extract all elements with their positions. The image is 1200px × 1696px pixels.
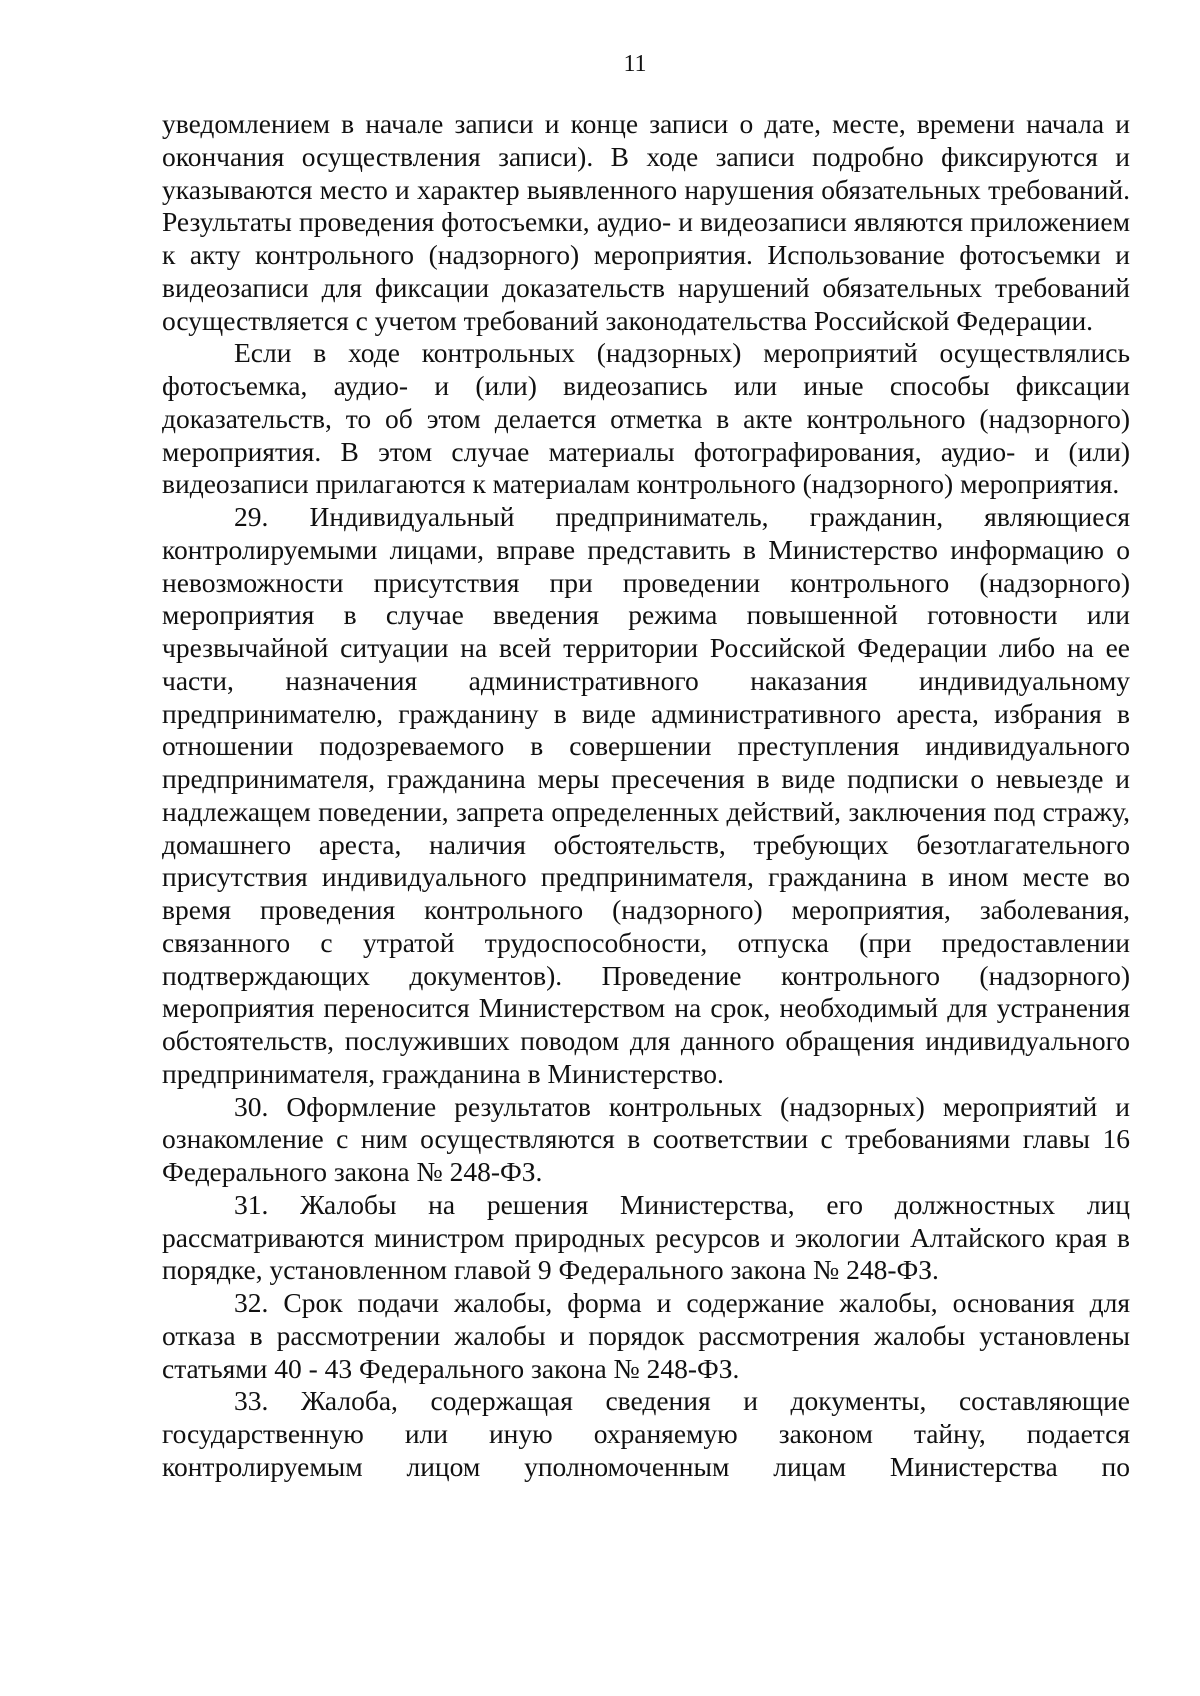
paragraph-item-30: 30. Оформление результатов контрольных (надзорных) мероприятий и ознакомление с ним осуществляются в соответствии с требованиями главы 16 Федерального закона № 248-ФЗ. xyxy=(162,1090,1130,1187)
paragraph-item-33: 33. Жалоба, содержащая сведения и документы, составляющие государственную или иную охраняемую законом тайну, подается контролируемым лицом уполномоченным лицам Министерства по xyxy=(162,1385,1130,1482)
paragraph-item-32: 32. Срок подачи жалобы, форма и содержание жалобы, основания для отказа в рассмотрении жалобы и порядок рассмотрения жалобы установлены статьями 40 - 43 Федерального закона № 248-ФЗ. xyxy=(162,1287,1130,1384)
document-body xyxy=(162,108,1130,1484)
paragraph-item-31: 31. Жалобы на решения Министерства, его должностных лиц рассматриваются министром природных ресурсов и экологии Алтайского края в порядке, установленном главой 9 Федерального закона № 248-ФЗ. xyxy=(162,1188,1130,1286)
paragraph-evidence-fixation: Если в ходе контрольных (надзорных) мероприятий осуществлялись фотосъемка, аудио- и (или) видеозапись или иные способы фиксации доказательств, то об этом делается отметка в акте контрольного (надзорного) мероприятия. В этом случае материалы фотографирования, аудио- и (или) видеозаписи прилагаются к материалам контрольного (надзорного) мероприятия. xyxy=(162,337,1130,500)
paragraph-photo-video-recording-continuation: уведомлением в начале записи и конце записи о дате, месте, времени начала и окончания осуществления записи). В ходе записи подробно фиксируются и указываются место и характер выявленного нарушения обязательных требований. Результаты проведения фотосъемки, аудио- и видеозаписи являются приложением к акту контрольного (надзорного) мероприятия. Использование фотосъемки и видеозаписи для фиксации доказательств нарушений обязательных требований осуществляется с учетом требований законодательства Российской Федерации. xyxy=(162,108,1130,336)
page-number: 11 xyxy=(623,51,647,77)
paragraph-item-29: 29. Индивидуальный предприниматель, гражданин, являющиеся контролируемыми лицами, вправе представить в Министерство информацию о невозможности присутствия при проведении контрольного (надзорного) мероприятия в случае введения режима повышенной готовности или чрезвычайной ситуации на всей территории Российской Федерации либо на ее части, назначения административного наказания индивидуальному предпринимателю, гражданину в виде административного ареста, избрания в отношении подозреваемого в совершении преступления индивидуального предпринимателя, гражданина меры пресечения в виде подписки о невыезде и надлежащем поведении, запрета определенных действий, заключения под стражу, домашнего ареста, наличия обстоятельств, требующих безотлагательного присутствия индивидуального предпринимателя, гражданина в ином месте во время проведения контрольного (надзорного) мероприятия, заболевания, связанного с утратой трудоспособности, отпуска (при предоставлении подтверждающих документов). Проведение контрольного (надзорного) мероприятия переносится Министерством на срок, необходимый для устранения обстоятельств, послуживших поводом для данного обращения индивидуального предпринимателя, гражданина в Министерство. xyxy=(162,501,1130,1089)
